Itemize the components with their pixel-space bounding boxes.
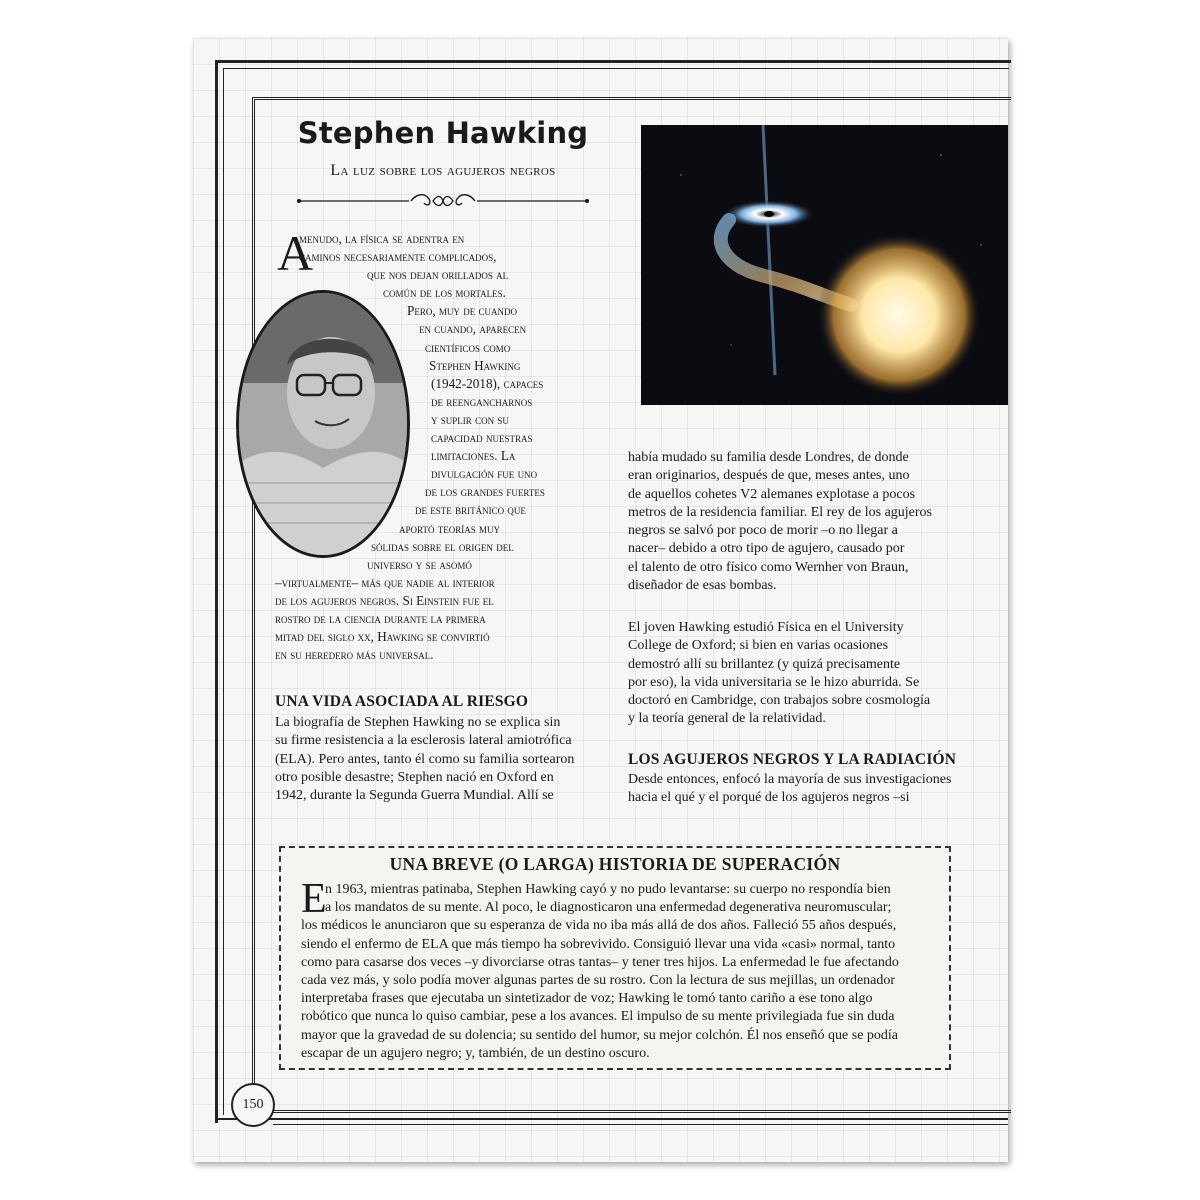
intro-line: –virtualmente– más que nadie al interior <box>275 574 495 590</box>
sidebar-box <box>279 846 951 1070</box>
intro-line: Pero, muy de cuando <box>407 303 518 319</box>
body-line: La biografía de Stephen Hawking no se explica sin <box>275 715 561 730</box>
sidebar-line: interpretaba frases que ejecutaba un sintetizador de voz; Hawking le tomó tanto cariño a ese tono algo <box>301 991 873 1007</box>
intro-line: de los grandes fuertes <box>425 484 545 500</box>
body-line: negros se salvó por poco de morir –o no llegar a <box>628 523 898 539</box>
right-column-body-2 <box>628 619 958 729</box>
body-line: había mudado su familia desde Londres, de donde <box>628 450 909 465</box>
intro-line: rostro de la ciencia durante la primera <box>275 610 486 626</box>
sidebar-line: a los mandatos de su mente. Al poco, le diagnosticaron una enfermedad degenerativa neuromuscular; <box>325 900 892 916</box>
intro-line: (1942-2018), capaces <box>431 375 544 391</box>
body-line: demostró allí su brillantez (y quizá precisamente <box>628 656 901 672</box>
sidebar-line: como para casarse dos veces –y divorciarse otras tantas– y tener tres hijos. La enfermedad le fue afectando <box>301 954 899 970</box>
intro-line: y suplir con su <box>431 411 509 427</box>
sidebar-line: cada vez más, y solo podía mover algunas partes de su rostro. Con la lectura de sus mejillas, un ordenador <box>301 973 896 989</box>
body-line: doctoró en Cambridge, con trabajos sobre cosmología <box>628 693 931 709</box>
sidebar-line: n 1963, mientras patinaba, Stephen Hawking cayó y no pudo levantarse: su cuerpo no respondía bien <box>325 882 891 897</box>
intro-line: capacidad nuestras <box>431 430 533 446</box>
intro-line: en cuando, aparecen <box>419 321 527 337</box>
page-title: Stephen Hawking <box>297 116 589 150</box>
body-line: College de Oxford; si bien en varias ocasiones <box>628 638 889 654</box>
intro-line: de reengancharnos <box>431 393 533 409</box>
intro-line: divulgación fue uno <box>431 466 538 482</box>
body-line: El joven Hawking estudió Física en el University <box>628 620 904 635</box>
sidebar-line: los médicos le anunciaron que su esperanza de vida no iba más allá de dos años. Falleció 55 años después, <box>301 918 897 934</box>
page-subtitle: La luz sobre los agujeros negros <box>330 162 556 179</box>
body-line: 1942, durante la Segunda Guerra Mundial. Allí se <box>275 788 554 804</box>
intro-line: universo y se asomó <box>367 556 472 572</box>
intro-line: de los agujeros negros. Si Einstein fue el <box>275 592 494 608</box>
section-body <box>628 771 958 808</box>
intro-line: aportó teorías muy <box>399 520 501 536</box>
black-hole-illustration <box>641 125 1008 405</box>
intro-line: menudo, la física se adentra en <box>299 231 465 246</box>
sidebar-title: UNA BREVE (O LARGA) HISTORIA DE SUPERACIÓN <box>389 854 841 874</box>
intro-line: sólidas sobre el origen del <box>371 538 514 554</box>
page-frame-bottom-rule <box>273 1124 1008 1125</box>
body-line: hacia el qué y el porqué de los agujeros negros –si <box>628 790 910 806</box>
right-column-body <box>628 449 958 595</box>
intro-line: común de los mortales. <box>383 285 506 301</box>
body-line: por eso), la vida universitaria se le hizo aburrida. Se <box>628 674 920 690</box>
sidebar-line: siendo el enfermo de ELA que más tiempo ha sobrevivido. Consiguió llevar una vida «casi» normal, tanto <box>301 936 896 952</box>
body-line: su firme resistencia a la esclerosis lateral amiotrófica <box>275 733 572 749</box>
body-line: metros de la residencia familiar. El rey de los agujeros <box>628 504 933 520</box>
intro-line: que nos dejan orillados al <box>367 267 509 283</box>
intro-line: científicos como <box>425 339 511 355</box>
intro-line: de este británico que <box>415 502 526 518</box>
sidebar-line: escapar de un agujero negro; y, también, de un destino oscuro. <box>301 1045 650 1061</box>
sidebar-dropcap: E <box>301 876 327 922</box>
body-line: eran originarios, después de que, meses antes, uno <box>628 468 910 484</box>
sidebar-body <box>301 881 941 1063</box>
section-heading: UNA VIDA ASOCIADA AL RIESGO <box>275 693 529 710</box>
intro-paragraph <box>275 225 605 664</box>
book-page <box>193 38 1008 1162</box>
body-line: Desde entonces, enfocó la mayoría de sus investigaciones <box>628 772 952 787</box>
body-line: y la teoría general de la relatividad. <box>628 711 826 727</box>
page-number: 150 <box>231 1083 275 1127</box>
intro-line: limitaciones. La <box>431 448 516 464</box>
flourish-divider-icon <box>293 190 593 212</box>
intro-dropcap: A <box>277 225 314 281</box>
body-line: diseñador de esas bombas. <box>628 578 777 594</box>
sidebar-line: mayor que la gravedad de su dolencia; su sentido del humor, su mejor colchón. Él nos enseñó que se podía <box>301 1027 899 1043</box>
sidebar-line: robótico que nunca lo quiso cambiar, pese a los avances. El impulso de su mente privilegiada fue sin duda <box>301 1009 895 1025</box>
body-line: el talento de otro físico como Wernher von Braun, <box>628 559 909 575</box>
intro-line: caminos necesariamente complicados, <box>299 249 497 265</box>
section-heading: LOS AGUJEROS NEGROS Y LA RADIACIÓN <box>628 751 957 768</box>
page-frame-bottom <box>215 1118 1008 1120</box>
intro-line: mitad del siglo xx, Hawking se convirtió <box>275 629 490 645</box>
intro-line: Stephen Hawking <box>429 357 521 373</box>
body-line: otro posible desastre; Stephen nació en Oxford en <box>275 769 554 785</box>
section-body <box>275 714 605 805</box>
intro-line: en su heredero más universal. <box>275 647 434 663</box>
body-line: (ELA). Pero antes, tanto él como su familia sortearon <box>275 751 575 767</box>
body-line: de aquellos cohetes V2 alemanes explotase a pocos <box>628 486 916 502</box>
body-line: nacer– debido a otro tipo de agujero, causado por <box>628 541 905 557</box>
